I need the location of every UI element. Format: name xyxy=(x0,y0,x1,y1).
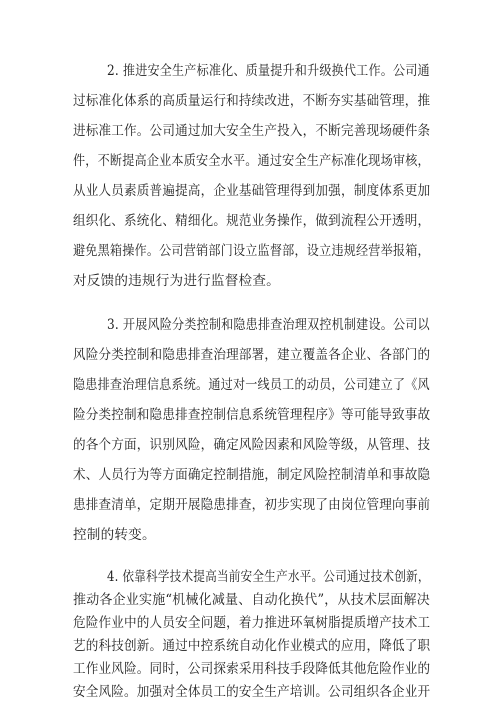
paragraph-3-line-4: 艺的科技创新。通过中控系统自动化作业模式的应用，降低了职 xyxy=(73,638,431,654)
paragraph-3-line-6: 安全风险。加强对全体员工的安全生产培训。公司组织各企业开 xyxy=(73,684,431,700)
paragraph-1-line-5: 从业人员素质普遍提高，企业基础管理得到加强，制度体系更加 xyxy=(73,183,431,199)
paragraph-2-line-3: 隐患排查治理信息系统。通过对一线员工的动员，公司建立了《风 xyxy=(73,377,430,393)
paragraph-2-line-4: 险分类控制和隐患排查控制信息系统管理程序》等可能导致事故 xyxy=(73,407,431,423)
paragraph-1-line-7: 避免黑箱操作。公司营销部门设立监督部，设立违规经营举报箱， xyxy=(73,243,430,259)
paragraph-2-line-6: 术、人员行为等方面确定控制措施，制定风险控制清单和事故隐 xyxy=(73,467,431,483)
paragraph-3-line-5: 工作业风险。同时，公司探索采用科技手段降低其他危险作业的 xyxy=(73,661,431,677)
paragraph-1-line-3: 进标准工作。公司通过加大安全生产投入，不断完善现场硬件条 xyxy=(73,123,431,139)
paragraph-1-line-1: 2. 推进安全生产标准化、质量提升和升级换代工作。公司通 xyxy=(107,63,430,79)
paragraph-3-line-3: 危险作业中的人员安全问题，着力推进环氧树脂提质增产技术工 xyxy=(73,615,431,631)
paragraph-3-line-2: 推动各企业实施“机械化减量、自动化换代”，从技术层面解决 xyxy=(73,592,430,608)
paragraph-2-line-8: 控制的转变。 xyxy=(73,527,156,543)
paragraph-2-line-1: 3. 开展风险分类控制和隐患排查治理双控机制建设。公司以 xyxy=(107,317,430,333)
paragraph-1-line-8: 对反馈的违规行为进行监督检查。 xyxy=(73,273,280,289)
paragraph-2-line-7: 患排查清单，定期开展隐患排查，初步实现了由岗位管理向事前 xyxy=(73,497,431,513)
paragraph-1-line-2: 过标准化体系的高质量运行和持续改进，不断夯实基础管理，推 xyxy=(73,93,431,109)
paragraph-2-line-2: 风险分类控制和隐患排查治理部署，建立覆盖各企业、各部门的 xyxy=(73,347,431,363)
paragraph-2-line-5: 的各个方面，识别风险，确定风险因素和风险等级，从管理、技 xyxy=(73,437,431,453)
paragraph-1-line-6: 组织化、系统化、精细化。规范业务操作，做到流程公开透明， xyxy=(73,213,431,229)
paragraph-3-line-1: 4. 依靠科学技术提高当前安全生产水平。公司通过技术创新， xyxy=(107,569,430,585)
paragraph-1-line-4: 件，不断提高企业本质安全水平。通过安全生产标准化现场审核， xyxy=(73,153,430,169)
